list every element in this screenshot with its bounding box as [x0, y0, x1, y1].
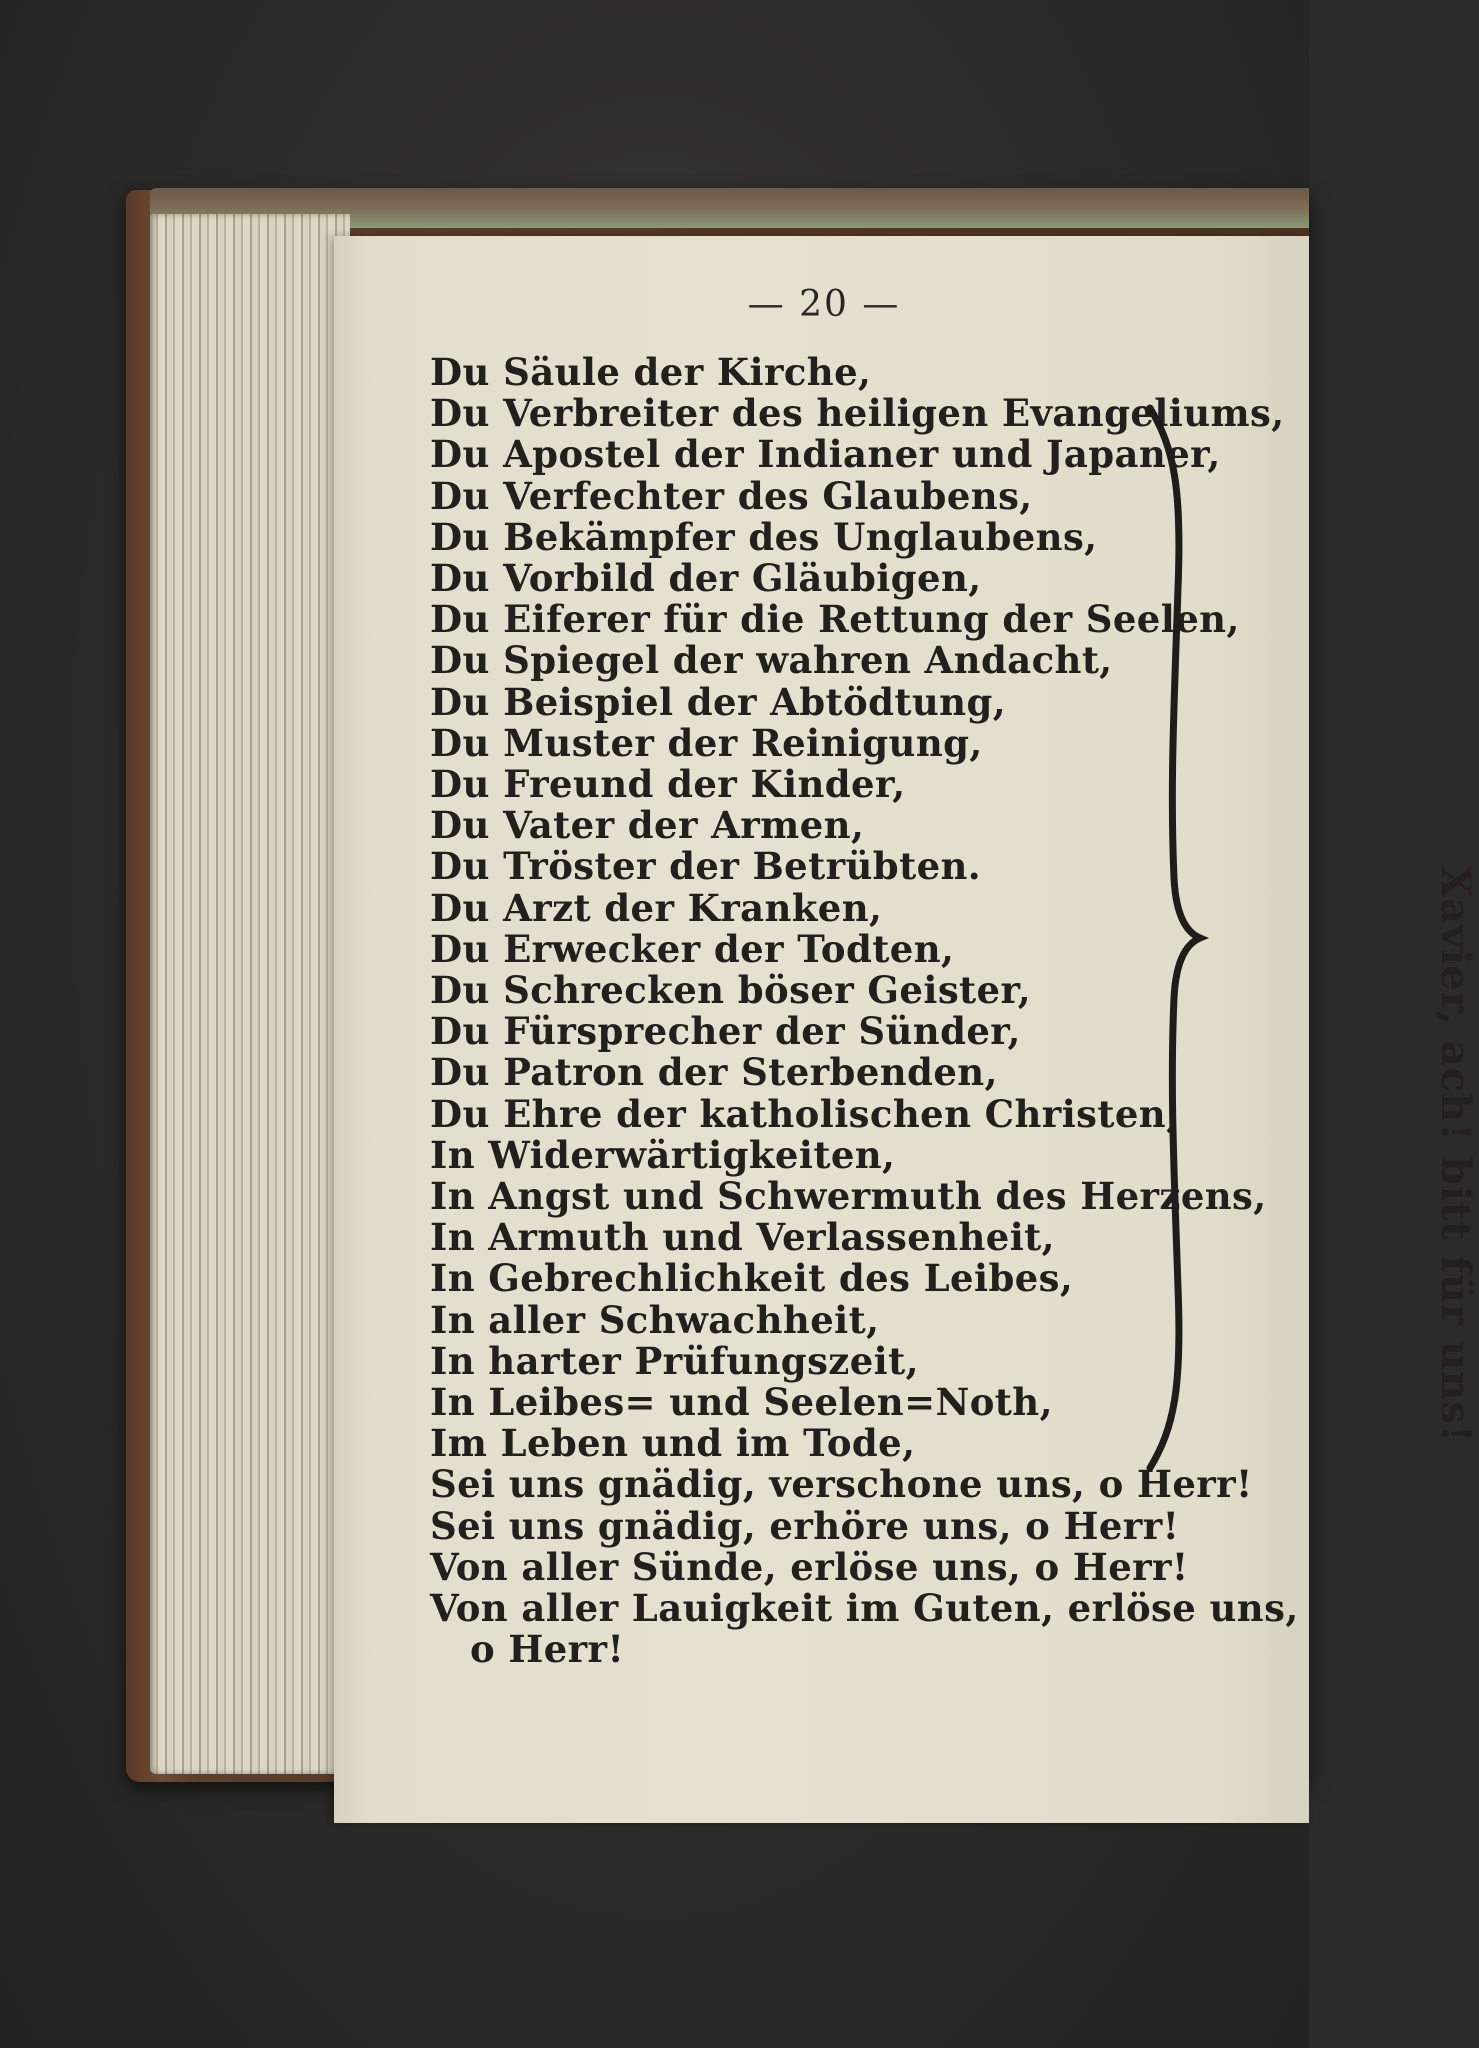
litany-line: Im Leben und im Tode, [430, 1421, 916, 1466]
page-stack [150, 214, 350, 1774]
litany-line: Sei uns gnädig, verschone uns, o Herr! [430, 1462, 1253, 1507]
litany-line: Du Apostel der Indianer und Japaner, [430, 432, 1221, 477]
litany-line: Du Tröster der Betrübten. [430, 844, 982, 889]
litany-line: o Herr! [470, 1627, 625, 1672]
litany-line: Sei uns gnädig, erhöre uns, o Herr! [430, 1503, 1180, 1548]
litany-line: Du Erwecker der Todten, [430, 926, 955, 971]
litany-line: Du Ehre der katholischen Christen, [430, 1091, 1180, 1136]
litany-line: Du Verfechter des Glaubens, [430, 473, 1033, 518]
litany-line: In aller Schwachheit, [430, 1297, 880, 1342]
litany-line: Du Bekämpfer des Unglaubens, [430, 514, 1098, 559]
litany-line: Du Arzt der Kranken, [430, 885, 883, 930]
brace-bracket [1144, 408, 1204, 1468]
litany-line: Du Muster der Reinigung, [430, 720, 983, 765]
litany-line: Du Patron der Sterbenden, [430, 1050, 998, 1095]
litany-line: In Widerwärtigkeiten, [430, 1132, 896, 1177]
refrain-text: Xavier, ach! bitt für uns! [1432, 866, 1479, 1444]
page-number: — 20 — [747, 284, 901, 325]
litany-line: Du Freund der Kinder, [430, 762, 906, 807]
litany-line: Du Spiegel der wahren Andacht, [430, 638, 1113, 683]
litany-line: Du Vorbild der Gläubigen, [430, 556, 982, 601]
litany-line: Du Schrecken böser Geister, [430, 968, 1031, 1013]
litany-line: Von aller Sünde, erlöse uns, o Herr! [430, 1544, 1189, 1589]
litany-line: In Gebrechlichkeit des Leibes, [430, 1256, 1074, 1301]
litany-line: Du Verbreiter des heiligen Evangeliums, [430, 391, 1285, 436]
litany-line: Von aller Lauigkeit im Guten, erlöse uns, [430, 1586, 1299, 1631]
litany-line: Du Beispiel der Abtödtung, [430, 679, 1007, 724]
litany-line: Du Vater der Armen, [430, 803, 865, 848]
litany-line: In harter Prüfungszeit, [430, 1338, 919, 1383]
litany-line: In Angst und Schwermuth des Herzens, [430, 1174, 1267, 1219]
litany-line: In Leibes= und Seelen=Noth, [430, 1380, 1053, 1425]
litany-line: In Armuth und Verlassenheit, [430, 1215, 1055, 1260]
litany-line: Du Eiferer für die Rettung der Seelen, [430, 597, 1240, 642]
book-page [334, 236, 1479, 1823]
litany-line: Du Fürsprecher der Sünder, [430, 1009, 1021, 1054]
litany-line: Du Säule der Kirche, [430, 350, 872, 394]
